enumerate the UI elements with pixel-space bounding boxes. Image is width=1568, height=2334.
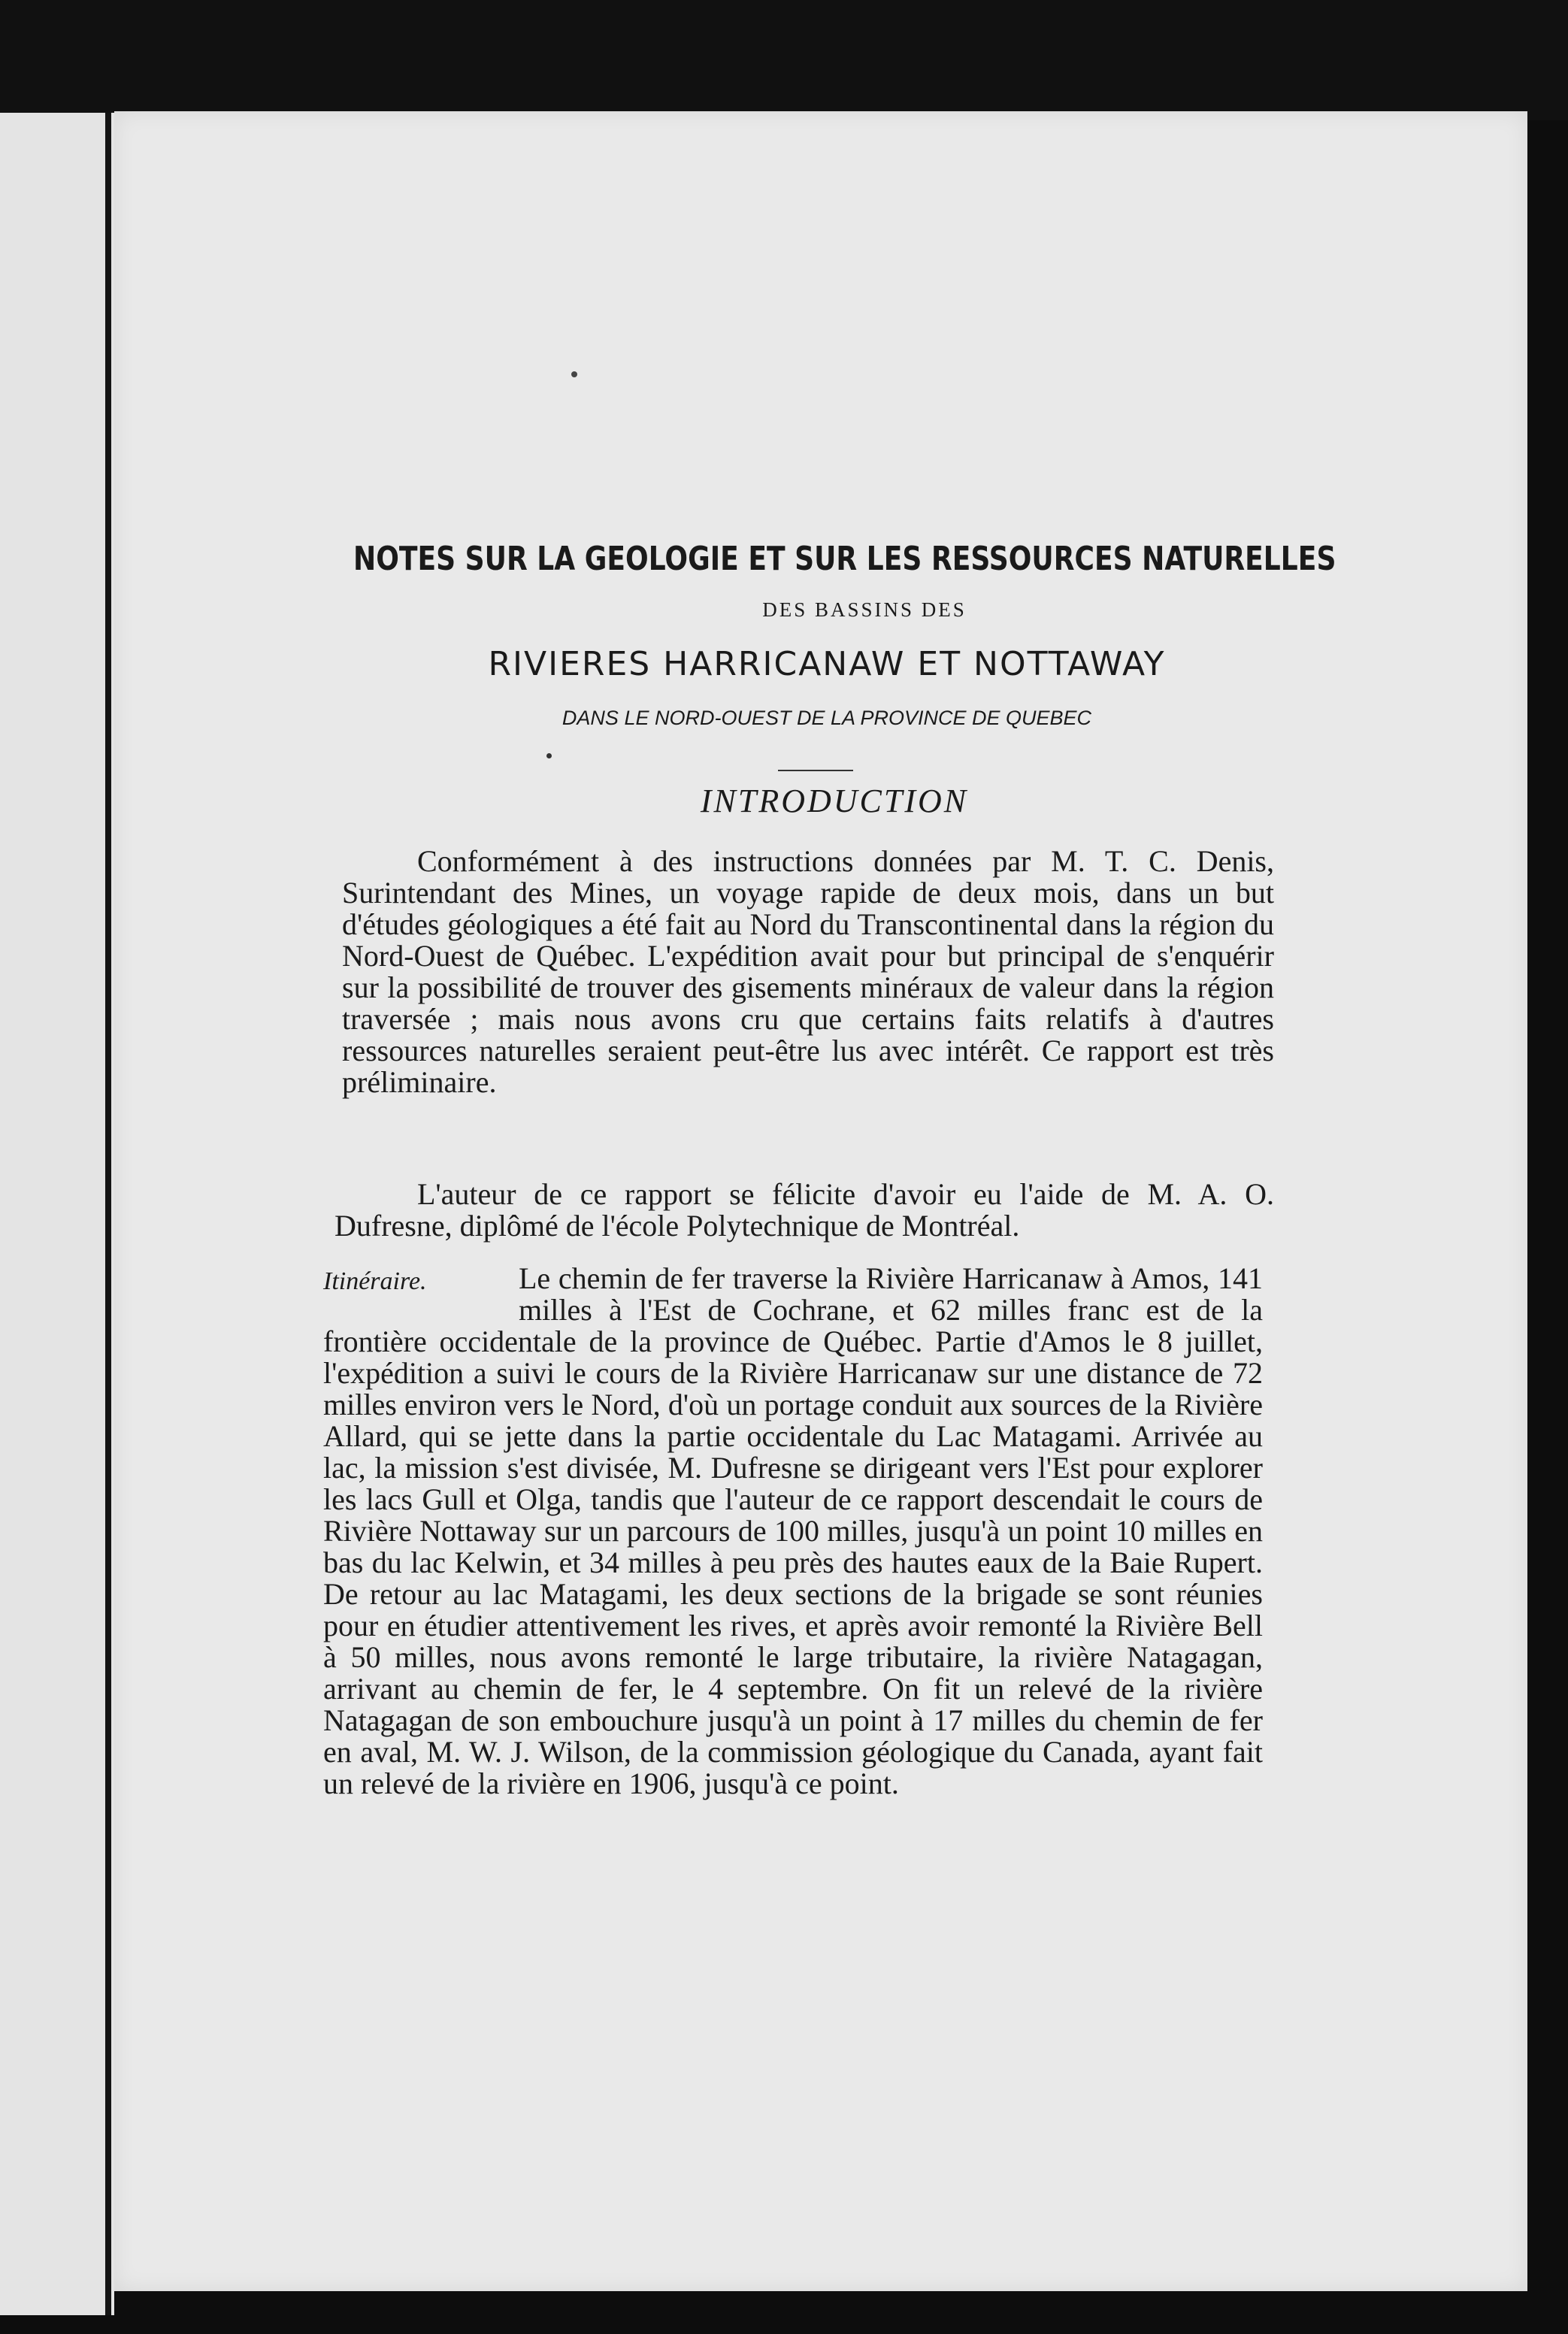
page-gutter-rule	[105, 113, 111, 2315]
ink-speck	[571, 371, 577, 377]
scan-border-top	[0, 0, 1568, 120]
document-subtitle: DES BASSINS DES	[762, 598, 967, 621]
paragraph-itinerary	[323, 1263, 1263, 1800]
paragraph-itinerary-text: Le chemin de fer traverse la Rivière Harricanaw à Amos, 141 milles à l'Est de Cochrane, et 62 milles franc est de la frontière occidentale de la province de Québec. Partie d'Amos le 8 juillet, l'expédition a suivi le cours de la Rivière Harricanaw sur une distance de 72 milles environ vers le Nord, d'où un portage conduit aux sources de la Rivière Allard, qui se jette dans la partie occidentale du Lac Matagami. Arrivée au lac, la mission s'est divisée, M. Dufresne se dirigeant vers l'Est pour explorer les lacs Gull et Olga, tandis que l'auteur de ce rapport descendait le cours de Rivière Nottaway sur un parcours de 100 milles, jusqu'à un point 10 milles en bas du lac Kelwin, et 34 milles à peu près des hautes eaux de la Baie Rupert. De retour au lac Matagami, les deux sections de la brigade se sont réunies pour en étudier attentivement les rives, et après avoir remonté la Rivière Bell à 50 milles, nous avons remonté le large tributaire, la rivière Natagagan, arrivant au chemin de fer, le 4 septembre. On fit un relevé de la rivière Natagagan de son embouchure jusqu'à un point à 17 milles du chemin de fer en aval, M. W. J. Wilson, de la commission géologique du Canada, ayant fait un relevé de la rivière en 1906, jusqu'à ce point.	[323, 1261, 1263, 1800]
document-region-subtitle: DANS LE NORD-OUEST DE LA PROVINCE DE QUEBEC	[562, 707, 1092, 729]
document-title: NOTES SUR LA GEOLOGIE ET SUR LES RESSOURCES NATURELLES	[353, 540, 1336, 578]
margin-label-itineraire: Itinéraire.	[323, 1267, 427, 1295]
document-rivers-title: RIVIERES HARRICANAW ET NOTTAWAY	[488, 645, 1166, 683]
paragraph-acknowledgement: L'auteur de ce rapport se félicite d'avoir eu l'aide de M. A. O. Dufresne, diplômé de l'école Polytechnique de Montréal.	[334, 1177, 1274, 1243]
title-divider	[778, 770, 853, 771]
paragraph-intro: Conformément à des instructions données par M. T. C. Denis, Surintendant des Mines, un voyage rapide de deux mois, dans un but d'études géologiques a été fait au Nord du Transcontinental dans la région du Nord-Ouest de Québec. L'expédition avait pour but principal de s'enquérir sur la possibilité de trouver des gisements minéraux de valeur dans la région traversée ; mais nous avons cru que certains faits relatifs à d'autres ressources naturelles seraient peut-être lus avec intérêt. Ce rapport est très préliminaire.	[342, 844, 1274, 1099]
facing-page-edge	[0, 113, 114, 2315]
ink-speck	[546, 753, 552, 758]
section-heading: INTRODUCTION	[700, 783, 969, 819]
